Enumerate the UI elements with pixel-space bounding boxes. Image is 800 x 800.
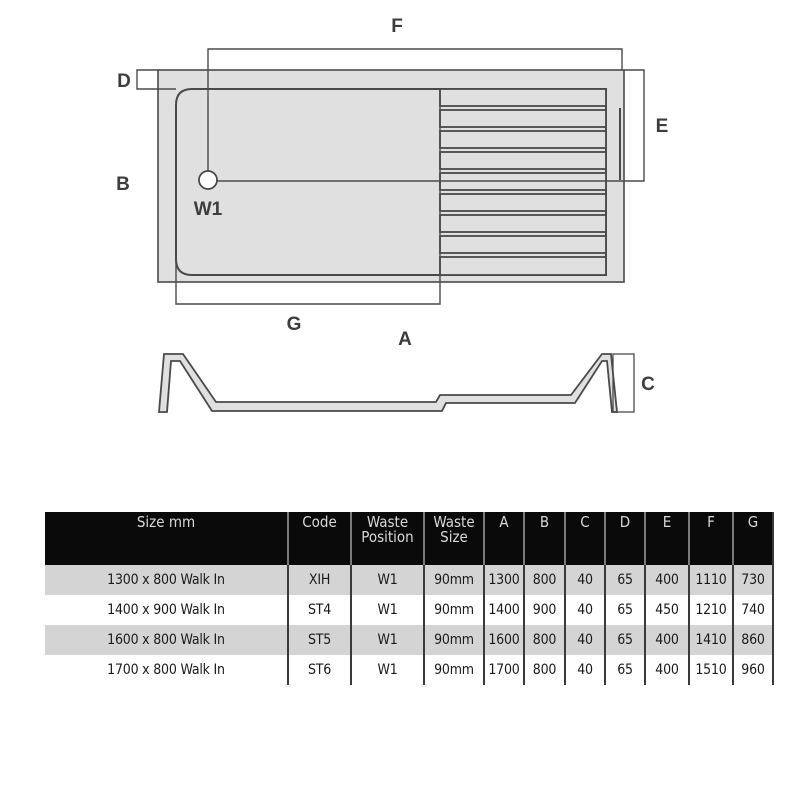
cell-waste-size: 90mm: [424, 595, 484, 625]
cell-g: 960: [733, 655, 773, 685]
header-code: Code: [288, 512, 351, 565]
waste-outlet-icon: [199, 171, 217, 189]
cell-c: 40: [565, 595, 605, 625]
cell-g: 860: [733, 625, 773, 655]
drain-grate: [440, 89, 606, 275]
header-a: A: [484, 512, 524, 565]
header-b: B: [524, 512, 565, 565]
header-e: E: [645, 512, 689, 565]
cell-c: 40: [565, 565, 605, 595]
header-size: Size mm: [45, 512, 288, 565]
cell-d: 65: [605, 565, 645, 595]
cell-waste-position: W1: [351, 565, 424, 595]
cell-waste-position: W1: [351, 595, 424, 625]
label-c: C: [641, 374, 655, 395]
cell-e: 400: [645, 655, 689, 685]
cell-f: 1210: [689, 595, 733, 625]
cell-b: 800: [524, 625, 565, 655]
cell-size: 1600 x 800 Walk In: [45, 625, 288, 655]
cell-b: 800: [524, 655, 565, 685]
cell-size: 1700 x 800 Walk In: [107, 662, 225, 678]
label-g: G: [286, 314, 302, 335]
cell-g: 730: [733, 565, 773, 595]
header-c: C: [565, 512, 605, 565]
cell-d: 65: [605, 625, 645, 655]
table-row: [45, 595, 773, 625]
label-waste: W1: [193, 199, 223, 220]
cell-code: ST6: [288, 655, 351, 685]
cell-waste-size: 90mm: [424, 625, 484, 655]
header-waste-position: Waste Position: [351, 512, 424, 565]
cell-b: 900: [524, 595, 565, 625]
table-row: [45, 565, 773, 595]
label-b: B: [116, 174, 130, 195]
tray-cross-section: [159, 354, 617, 412]
header-g: G: [733, 512, 773, 565]
cell-b: 800: [524, 565, 565, 595]
label-e: E: [655, 116, 669, 137]
cell-d: 65: [605, 655, 645, 685]
cell-waste-size: 90mm: [424, 655, 484, 685]
table-row: [45, 625, 773, 655]
cell-d: 65: [605, 595, 645, 625]
cell-e: 400: [645, 625, 689, 655]
cell-code: ST4: [288, 595, 351, 625]
cell-code: ST5: [288, 625, 351, 655]
specification-table: [45, 512, 774, 685]
cell-waste-position: W1: [351, 655, 424, 685]
cell-a: 1700: [484, 655, 524, 685]
cell-size: 1300 x 800 Walk In: [45, 565, 288, 595]
label-f: F: [391, 16, 403, 37]
cell-f: 1510: [689, 655, 733, 685]
label-a: A: [398, 329, 412, 350]
cell-waste-size: 90mm: [424, 565, 484, 595]
cell-a: 1400: [484, 595, 524, 625]
cell-g: 740: [733, 595, 773, 625]
cell-e: 400: [645, 565, 689, 595]
cell-a: 1300: [484, 565, 524, 595]
table-header-row: [45, 512, 773, 565]
cell-code: XIH: [288, 565, 351, 595]
cell-e: 450: [645, 595, 689, 625]
cell-c: 40: [565, 655, 605, 685]
header-f: F: [689, 512, 733, 565]
cell-waste-position: W1: [351, 625, 424, 655]
cell-a: 1600: [484, 625, 524, 655]
table-row: [45, 655, 773, 685]
header-d: D: [605, 512, 645, 565]
cell-f: 1110: [689, 565, 733, 595]
cell-size: 1400 x 900 Walk In: [107, 602, 225, 618]
cell-f: 1410: [689, 625, 733, 655]
label-d: D: [117, 71, 131, 92]
cell-c: 40: [565, 625, 605, 655]
header-waste-size: Waste Size: [424, 512, 484, 565]
